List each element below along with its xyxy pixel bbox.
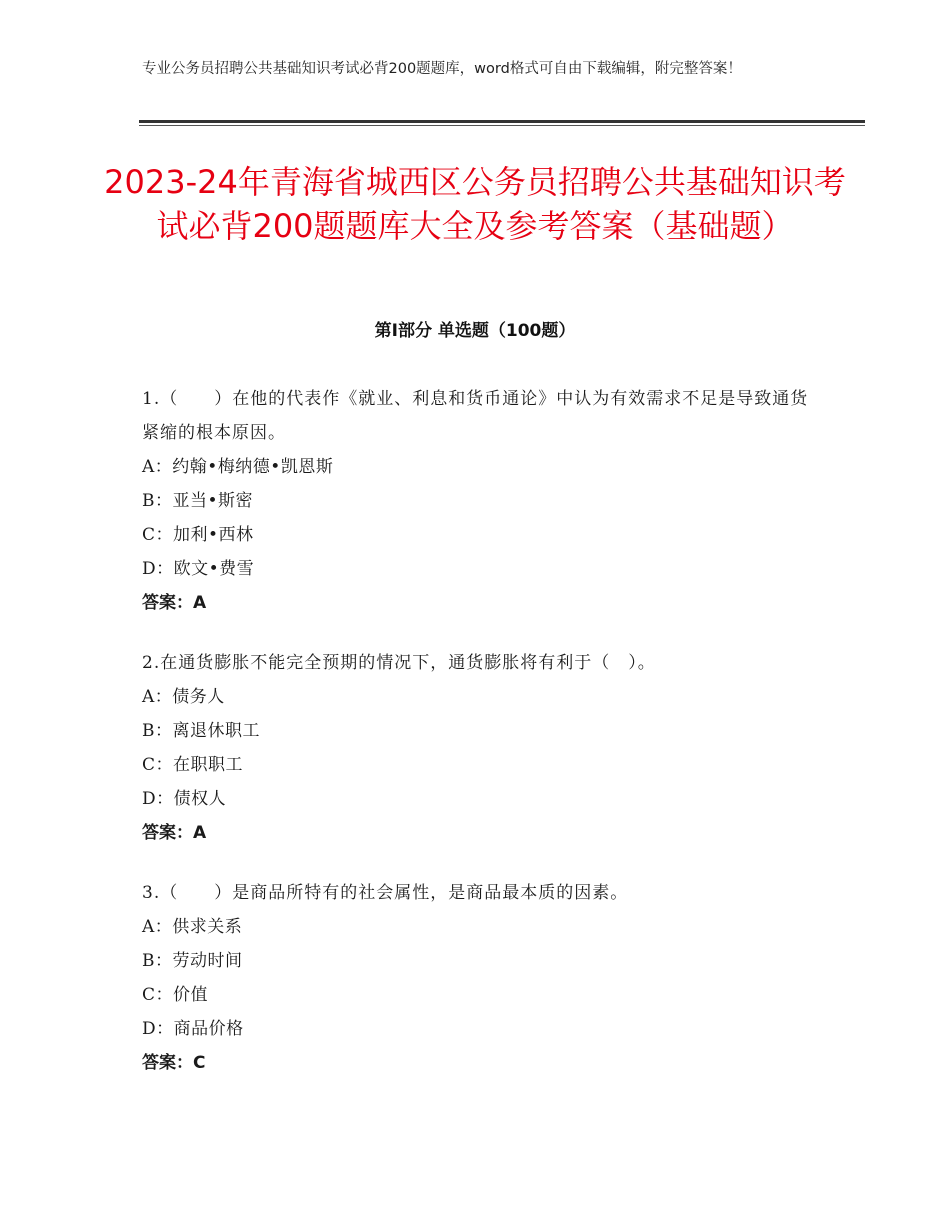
answer: 答案：C	[142, 1053, 206, 1073]
option-b: B：亚当•斯密	[142, 491, 254, 511]
section-title: 第Ⅰ部分 单选题（100题）	[374, 321, 576, 341]
question-1	[142, 382, 822, 620]
answer: 答案：A	[142, 593, 207, 613]
option-a: A：供求关系	[142, 917, 243, 937]
header-note: 专业公务员招聘公共基础知识考试必背200题题库，word格式可自由下载编辑，附完整答案！	[142, 61, 742, 77]
option-a: A：债务人	[142, 687, 225, 707]
option-b: B：离退休职工	[142, 721, 260, 741]
option-c: C：价值	[142, 985, 209, 1005]
answer: 答案：A	[142, 823, 207, 843]
option-d: D：欧文•费雪	[142, 559, 255, 579]
option-c: C：加利•西林	[142, 525, 254, 545]
option-d: D：商品价格	[142, 1019, 244, 1039]
option-c: C：在职职工	[142, 755, 244, 775]
header-rule-thick	[139, 120, 865, 123]
document-title: 2023-24年青海省城西区公务员招聘公共基础知识考试必背200题题库大全及参考答案（基础题）	[104, 163, 846, 245]
question-2	[142, 646, 822, 850]
question-3	[142, 876, 822, 1080]
question-stem: 2.在通货膨胀不能完全预期的情况下，通货膨胀将有利于（ ）。	[142, 653, 656, 673]
header-rule-thin	[139, 125, 865, 126]
question-list	[142, 382, 822, 1106]
option-a: A：约翰•梅纳德•凯恩斯	[142, 457, 334, 477]
question-stem: 3.（ ）是商品所特有的社会属性，是商品最本质的因素。	[142, 883, 629, 903]
option-b: B：劳动时间	[142, 951, 243, 971]
option-d: D：债权人	[142, 789, 227, 809]
question-stem: 1.（ ）在他的代表作《就业、利息和货币通论》中认为有效需求不足是导致通货紧缩的根本原因。	[142, 389, 809, 443]
